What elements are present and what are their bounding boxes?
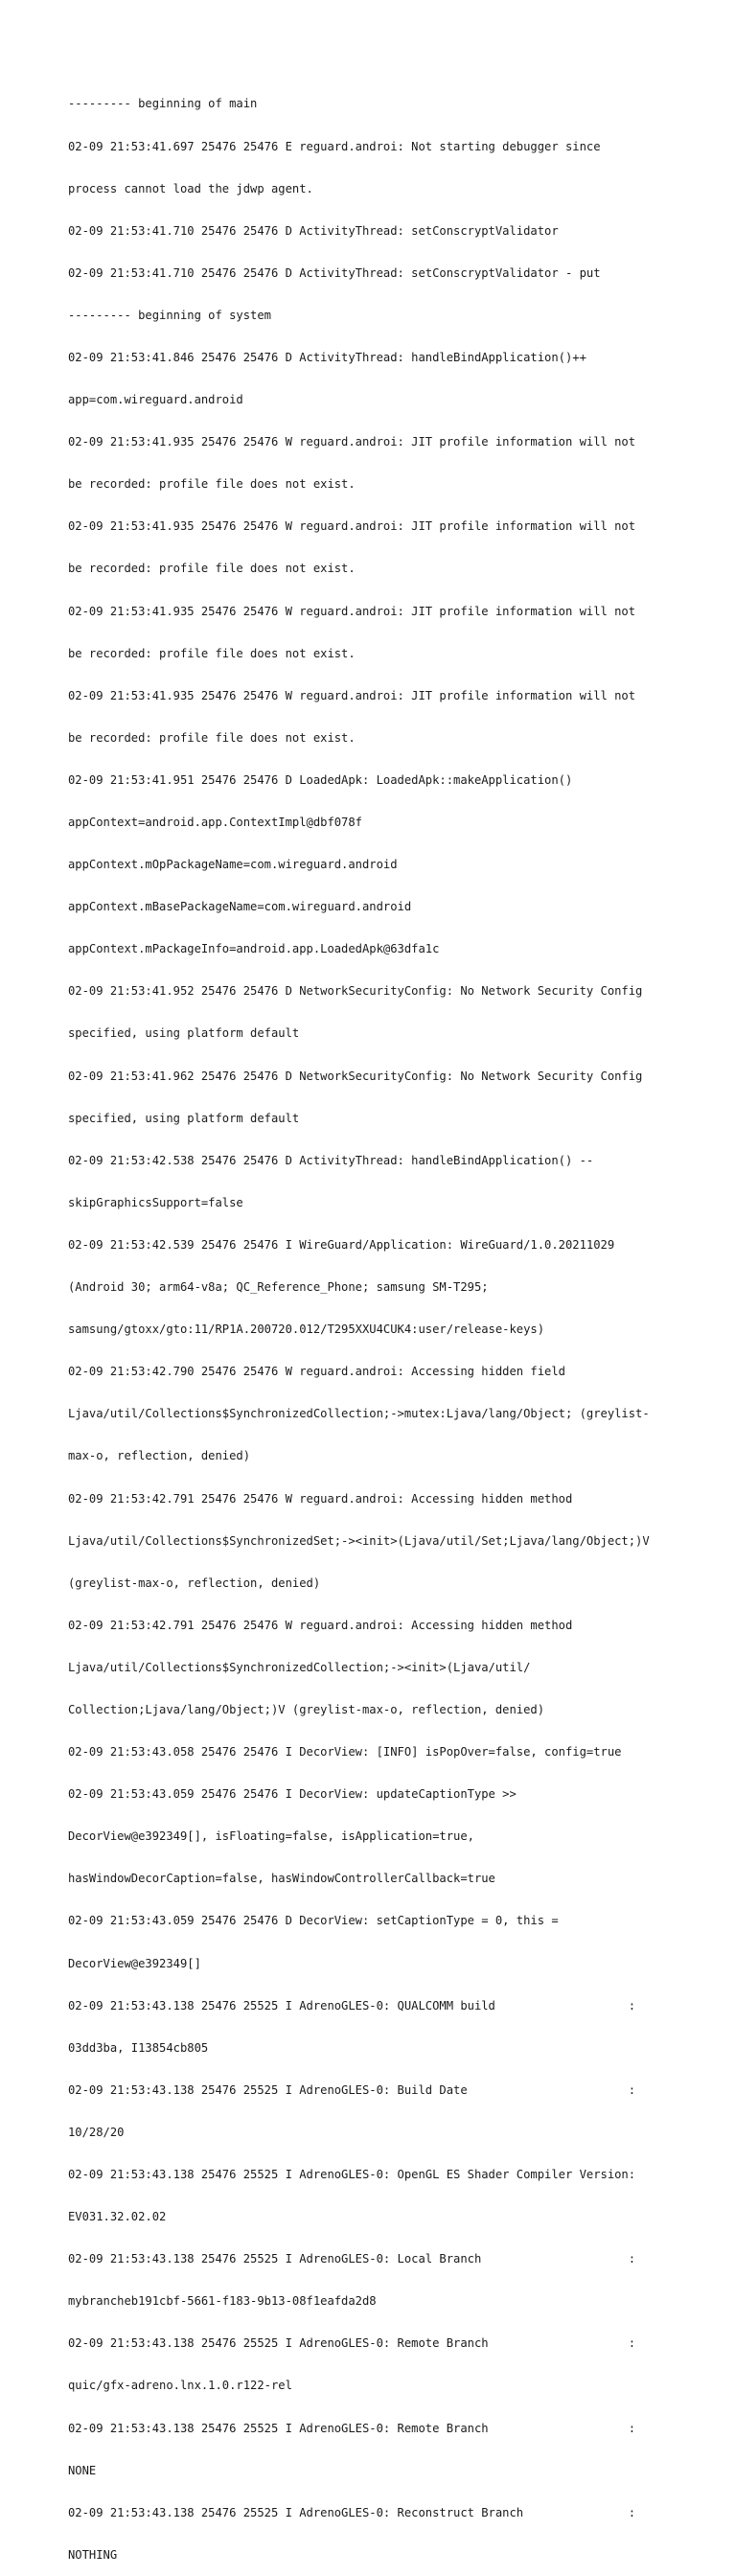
- log-line: 02-09 21:53:43.138 25476 25525 I AdrenoGLES-0: Remote Branch :: [68, 2421, 636, 2435]
- log-line: 02-09 21:53:41.710 25476 25476 D ActivityThread: setConscryptValidator: [68, 223, 559, 238]
- log-line: appContext=android.app.ContextImpl@dbf078f: [68, 816, 362, 829]
- log-line: samsung/gtoxx/gto:11/RP1A.200720.012/T295XXU4CUK4:user/release-keys): [68, 1322, 545, 1337]
- log-line: 02-09 21:53:42.539 25476 25476 I WireGuard/Application: WireGuard/1.0.20211029: [68, 1237, 615, 1252]
- log-line: 02-09 21:53:43.059 25476 25476 I DecorView: updateCaptionType >>: [68, 1787, 517, 1802]
- log-line: 02-09 21:53:43.138 25476 25525 I AdrenoGLES-0: Remote Branch :: [68, 2336, 636, 2351]
- log-line: EV031.32.02.02: [68, 2210, 167, 2224]
- log-text: [68, 69, 681, 2576]
- log-line: Ljava/util/Collections$SynchronizedSet;-><init>(Ljava/util/Set;Ljava/lang/Object;)V: [68, 1533, 650, 1548]
- log-line: max-o, reflection, denied): [68, 1449, 251, 1463]
- log-line: 02-09 21:53:43.138 25476 25525 I AdrenoGLES-0: Build Date :: [68, 2082, 636, 2097]
- log-line: 02-09 21:53:43.059 25476 25476 D DecorView: setCaptionType = 0, this =: [68, 1914, 559, 1928]
- log-line: Collection;Ljava/lang/Object;)V (greylist-max-o, reflection, denied): [68, 1702, 545, 1716]
- log-line: 03dd3ba, I13854cb805: [68, 2040, 209, 2055]
- log-line: be recorded: profile file does not exist.: [68, 477, 356, 492]
- log-line: mybrancheb191cbf-5661-f183-9b13-08f1eafda2d8: [68, 2294, 377, 2309]
- log-line: 02-09 21:53:41.962 25476 25476 D NetworkSecurityConfig: No Network Security Config: [68, 1069, 643, 1083]
- log-line: 02-09 21:53:43.138 25476 25525 I AdrenoGLES-0: Reconstruct Branch :: [68, 2505, 636, 2519]
- log-line: quic/gfx-adreno.lnx.1.0.r122-rel: [68, 2379, 292, 2393]
- log-line: specified, using platform default: [68, 1111, 300, 1125]
- log-line: (Android 30; arm64-v8a; QC_Reference_Phone; samsung SM-T295;: [68, 1280, 489, 1295]
- log-line: be recorded: profile file does not exist.: [68, 646, 356, 660]
- log-line: appContext.mPackageInfo=android.app.LoadedApk@63dfa1c: [68, 942, 440, 956]
- log-line: 02-09 21:53:41.710 25476 25476 D ActivityThread: setConscryptValidator - put: [68, 265, 601, 280]
- log-line: NONE: [68, 2463, 97, 2477]
- log-line: 02-09 21:53:43.138 25476 25525 I AdrenoGLES-0: OpenGL ES Shader Compiler Version:: [68, 2168, 636, 2181]
- log-line: 02-09 21:53:41.935 25476 25476 W reguard.androi: JIT profile information will not: [68, 688, 636, 702]
- log-line: hasWindowDecorCaption=false, hasWindowControllerCallback=true: [68, 1872, 495, 1886]
- log-line: 02-09 21:53:43.058 25476 25476 I DecorView: [INFO] isPopOver=false, config=true: [68, 1745, 622, 1760]
- log-line: 02-09 21:53:41.935 25476 25476 W reguard.androi: JIT profile information will not: [68, 519, 636, 534]
- log-line: be recorded: profile file does not exist.: [68, 730, 356, 745]
- log-line: appContext.mOpPackageName=com.wireguard.android: [68, 858, 398, 872]
- log-line: Ljava/util/Collections$SynchronizedCollection;->mutex:Ljava/lang/Object; (greylist-: [68, 1407, 650, 1421]
- log-line: process cannot load the jdwp agent.: [68, 181, 313, 196]
- log-line: 02-09 21:53:43.138 25476 25525 I AdrenoGLES-0: QUALCOMM build :: [68, 1998, 636, 2012]
- log-line: 02-09 21:53:41.935 25476 25476 W reguard.androi: JIT profile information will not: [68, 604, 636, 618]
- log-line: skipGraphicsSupport=false: [68, 1195, 243, 1209]
- log-line: --------- beginning of main: [68, 97, 258, 111]
- log-line: 02-09 21:53:43.138 25476 25525 I AdrenoGLES-0: Local Branch :: [68, 2252, 636, 2266]
- log-line: 02-09 21:53:42.791 25476 25476 W reguard.androi: Accessing hidden method: [68, 1618, 573, 1632]
- log-line: app=com.wireguard.android: [68, 393, 243, 407]
- log-line: 02-09 21:53:41.935 25476 25476 W reguard.androi: JIT profile information will not: [68, 435, 636, 449]
- log-line: --------- beginning of system: [68, 308, 271, 322]
- log-line: be recorded: profile file does not exist.: [68, 562, 356, 576]
- log-line: appContext.mBasePackageName=com.wireguard.android: [68, 900, 412, 914]
- log-line: 02-09 21:53:42.791 25476 25476 W reguard.androi: Accessing hidden method: [68, 1491, 573, 1506]
- log-line: DecorView@e392349[], isFloating=false, isApplication=true,: [68, 1829, 474, 1844]
- log-line: 10/28/20: [68, 2125, 125, 2139]
- log-line: DecorView@e392349[]: [68, 1956, 201, 1970]
- log-line: 02-09 21:53:41.952 25476 25476 D NetworkSecurityConfig: No Network Security Config: [68, 984, 643, 999]
- log-line: specified, using platform default: [68, 1026, 300, 1041]
- log-line: (greylist-max-o, reflection, denied): [68, 1576, 321, 1590]
- log-line: 02-09 21:53:41.846 25476 25476 D ActivityThread: handleBindApplication()++: [68, 350, 586, 364]
- log-line: 02-09 21:53:41.697 25476 25476 E reguard.androi: Not starting debugger since: [68, 139, 601, 153]
- log-line: Ljava/util/Collections$SynchronizedCollection;-><init>(Ljava/util/: [68, 1660, 531, 1674]
- log-line: 02-09 21:53:41.951 25476 25476 D LoadedApk: LoadedApk::makeApplication(): [68, 772, 573, 787]
- log-line: 02-09 21:53:42.790 25476 25476 W reguard.androi: Accessing hidden field: [68, 1365, 565, 1379]
- log-line: NOTHING: [68, 2547, 118, 2562]
- log-line: 02-09 21:53:42.538 25476 25476 D ActivityThread: handleBindApplication() --: [68, 1153, 594, 1167]
